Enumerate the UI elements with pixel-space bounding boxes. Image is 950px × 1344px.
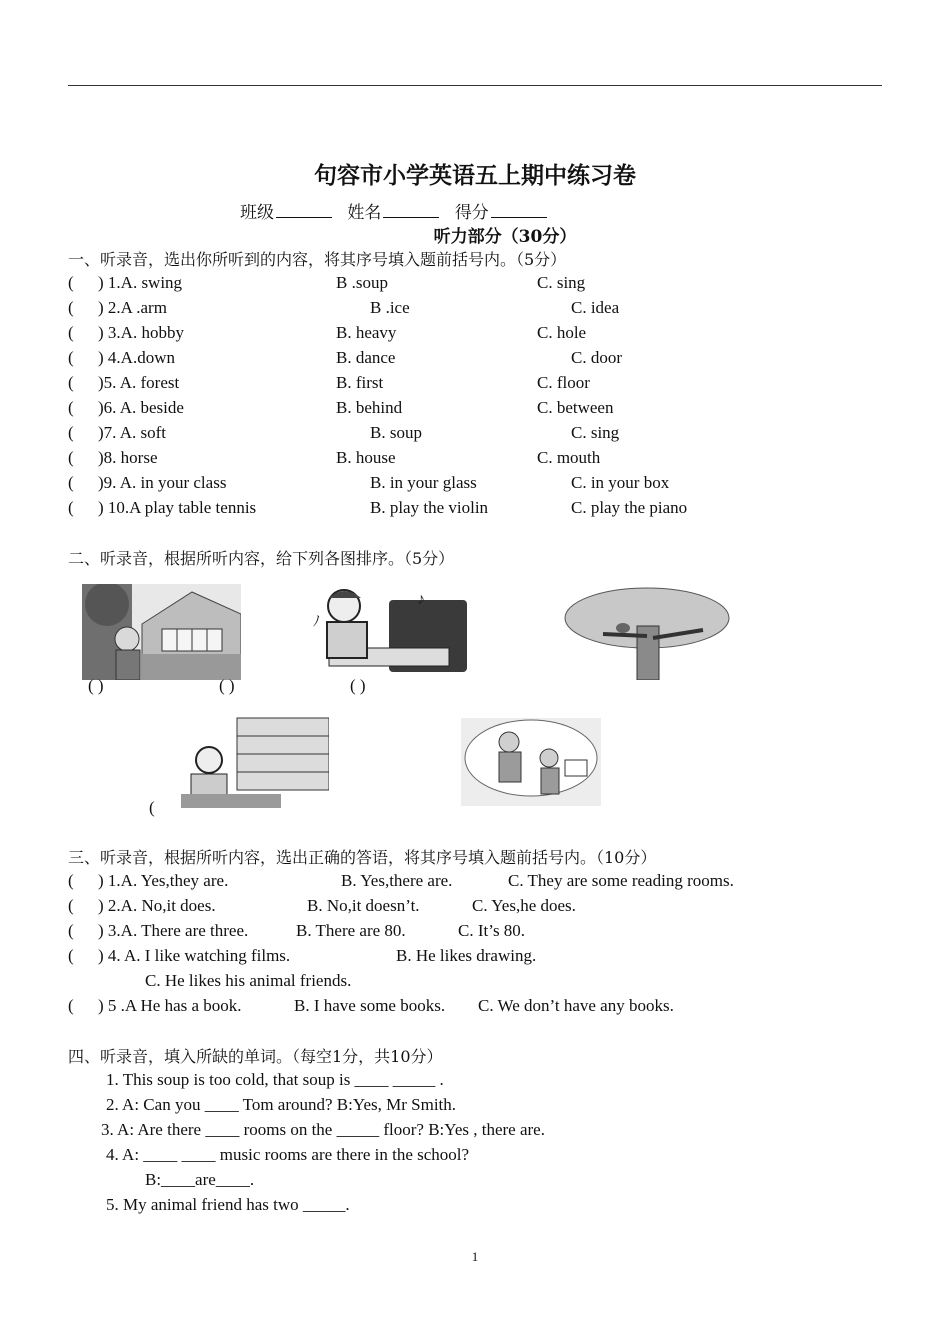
option-c: C. mouth bbox=[537, 448, 601, 467]
drawing-picture bbox=[461, 718, 601, 806]
answer-a: ) 5 .A He has a book. bbox=[98, 996, 242, 1015]
class-label: 班级 bbox=[240, 203, 274, 223]
option-b: B. in your glass bbox=[370, 473, 477, 492]
picture-bracket[interactable]: ( ) bbox=[219, 676, 235, 695]
fill-in-line: 4. A: ____ ____ music rooms are there in the school? bbox=[106, 1145, 470, 1164]
list-item: ( bbox=[68, 323, 74, 342]
answer-b: B. I have some books. bbox=[294, 996, 446, 1015]
score-label: 得分 bbox=[454, 203, 489, 223]
option-c: C. play the piano bbox=[571, 498, 688, 517]
answer-a: ) 1.A. Yes,they are. bbox=[98, 871, 229, 890]
answer-b: B. Yes,there are. bbox=[341, 871, 453, 890]
list-item: ( bbox=[68, 946, 74, 965]
class-blank[interactable] bbox=[276, 201, 332, 218]
option-c: C. floor bbox=[537, 373, 590, 392]
answer-b: B. There are 80. bbox=[296, 921, 406, 940]
section2-heading: 二、听录音，根据所听内容，给下列各图排序。（5分） bbox=[68, 549, 455, 568]
answer-b: B. No,it doesn’t. bbox=[307, 896, 420, 915]
option-b: B. heavy bbox=[336, 323, 397, 342]
list-item: ( bbox=[68, 896, 74, 915]
listening-part-heading: 听力部分（30分） bbox=[433, 227, 577, 247]
picture-bracket[interactable]: ( ) bbox=[350, 676, 366, 695]
option-b: B. soup bbox=[370, 423, 422, 442]
option-c: C. between bbox=[537, 398, 614, 417]
svg-text:♪: ♪ bbox=[417, 591, 425, 608]
list-item: ( bbox=[68, 473, 74, 492]
answer-c: C. It’s 80. bbox=[458, 921, 526, 940]
student-info-line bbox=[240, 198, 557, 223]
option-b: B. house bbox=[336, 448, 396, 467]
option-b: B .soup bbox=[336, 273, 388, 292]
list-item: ( bbox=[68, 498, 74, 517]
option-a: ) 10.A play table tennis bbox=[98, 498, 257, 517]
option-a: )8. horse bbox=[98, 448, 158, 467]
list-item: ( bbox=[68, 921, 74, 940]
picture-bracket[interactable]: ( ) bbox=[88, 676, 104, 695]
tree-picture bbox=[563, 586, 731, 680]
answer-b: B. He likes drawing. bbox=[396, 946, 537, 965]
page-number: 1 bbox=[471, 1249, 479, 1264]
option-a: ) 4.A.down bbox=[98, 348, 175, 367]
fill-in-line: 1. This soup is too cold, that soup is ____ _____ . bbox=[106, 1070, 444, 1089]
list-item: ( bbox=[68, 298, 74, 317]
answer-c: C. He likes his animal friends. bbox=[145, 971, 352, 990]
option-a: ) 3.A. hobby bbox=[98, 323, 184, 342]
option-c: C. sing bbox=[537, 273, 586, 292]
answer-c: C. Yes,he does. bbox=[472, 896, 576, 915]
piano-picture bbox=[309, 586, 471, 680]
section1-heading: 一、听录音，选出你所听到的内容，将其序号填入题前括号内。（5分） bbox=[68, 250, 567, 269]
option-c: C. idea bbox=[571, 298, 620, 317]
list-item: ( bbox=[68, 273, 74, 292]
option-c: C. door bbox=[571, 348, 622, 367]
answer-a: ) 3.A. There are three. bbox=[98, 921, 249, 940]
option-a: )6. A. beside bbox=[98, 398, 184, 417]
list-item: ( bbox=[68, 448, 74, 467]
option-a: ) 1.A. swing bbox=[98, 273, 183, 292]
list-item: ( bbox=[68, 871, 74, 890]
section3-heading: 三、听录音，根据所听内容，选出正确的答语，将其序号填入题前括号内。（10分） bbox=[68, 848, 657, 867]
svg-text:ﾉ: ﾉ bbox=[313, 615, 320, 630]
score-blank[interactable] bbox=[491, 201, 547, 218]
answer-a: ) 2.A. No,it does. bbox=[98, 896, 216, 915]
answer-a: ) 4. A. I like watching films. bbox=[98, 946, 291, 965]
fill-in-line: 2. A: Can you ____ Tom around? B:Yes, Mr Smith. bbox=[106, 1095, 457, 1114]
option-c: C. sing bbox=[571, 423, 620, 442]
option-b: B. dance bbox=[336, 348, 396, 367]
library-picture bbox=[181, 714, 329, 808]
fill-in-line: 3. A: Are there ____ rooms on the _____ floor? B:Yes , there are. bbox=[101, 1120, 545, 1139]
option-b: B. play the violin bbox=[370, 498, 489, 517]
house-picture bbox=[82, 584, 241, 680]
option-b: B. behind bbox=[336, 398, 403, 417]
page-title: 句容市小学英语五上期中练习卷 bbox=[314, 162, 636, 189]
option-b: B .ice bbox=[370, 298, 410, 317]
option-a: )9. A. in your class bbox=[98, 473, 227, 492]
list-item: ( bbox=[68, 373, 74, 392]
option-a: )7. A. soft bbox=[98, 423, 166, 442]
option-b: B. first bbox=[336, 373, 384, 392]
list-item: ( bbox=[68, 348, 74, 367]
name-blank[interactable] bbox=[383, 201, 439, 218]
list-item: ( bbox=[68, 423, 74, 442]
option-a: )5. A. forest bbox=[98, 373, 180, 392]
list-item: ( bbox=[68, 996, 74, 1015]
fill-in-line: 5. My animal friend has two _____. bbox=[106, 1195, 350, 1214]
answer-c: C. They are some reading rooms. bbox=[508, 871, 734, 890]
fill-in-line: B:____are____. bbox=[145, 1170, 255, 1189]
answer-c: C. We don’t have any books. bbox=[478, 996, 674, 1015]
list-item: ( bbox=[68, 398, 74, 417]
option-c: C. hole bbox=[537, 323, 587, 342]
picture-bracket[interactable]: ( bbox=[149, 798, 155, 817]
header-rule bbox=[68, 85, 882, 86]
option-c: C. in your box bbox=[571, 473, 670, 492]
name-label: 姓名 bbox=[347, 203, 382, 223]
section4-heading: 四、听录音，填入所缺的单词。（每空1分，共10分） bbox=[68, 1047, 443, 1066]
option-a: ) 2.A .arm bbox=[98, 298, 167, 317]
